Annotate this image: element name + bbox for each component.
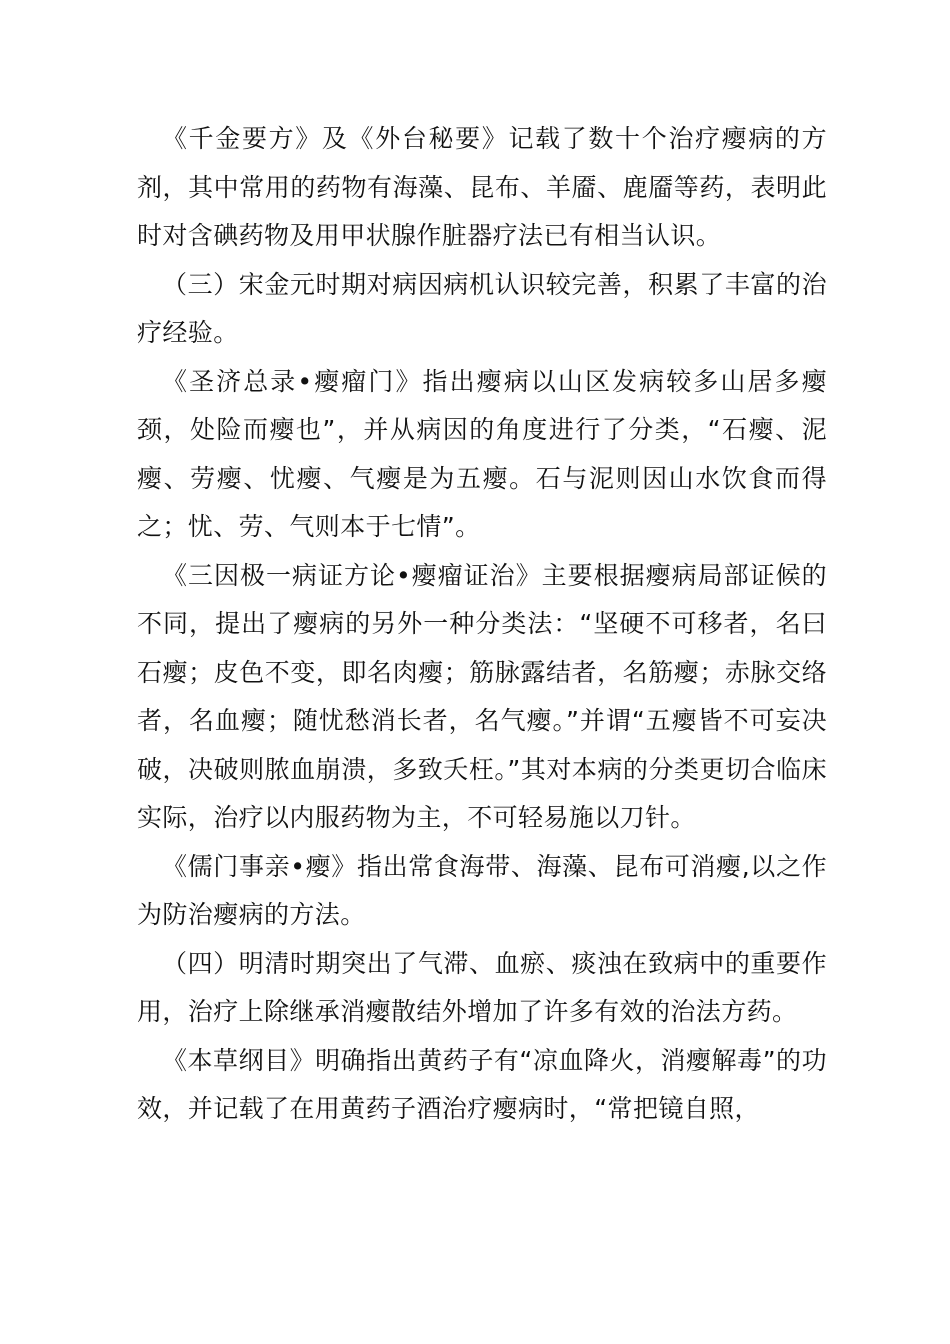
paragraph-sanyin-jiyi: 《三因极一病证方论•瘿瘤证治》主要根据瘿病局部证候的不同，提出了瘿病的另外一种分类法：“坚硬不可移者，名曰石瘿；皮色不变，即名肉瘿；筋脉露结者，名筋瘿；赤脉交络者，名血瘿；随忧愁消长者，名气瘿。”并谓“五瘿皆不可妄决破，决破则脓血崩溃，多致夭枉。”其对本病的分类更切合临床实际，治疗以内服药物为主，不可轻易施以刀针。: [137, 560, 827, 832]
paragraph-rumen-shiqin: 《儒门事亲•瘿》指出常食海带、海藻、昆布可消瘿,以之作为防治瘿病的方法。: [137, 851, 827, 929]
paragraph-shengji-zonglu: 《圣济总录•瘿瘤门》指出瘿病以山区发病较多山居多瘿颈，处险而瘿也”，并从病因的角度进行了分类，“石瘿、泥瘿、劳瘿、忧瘿、气瘿是为五瘿。石与泥则因山水饮食而得之；忧、劳、气则本于七情”。: [137, 366, 827, 541]
paragraph-qianjin: 《千金要方》及《外台秘要》记载了数十个治疗瘿病的方剂，其中常用的药物有海藻、昆布、羊靥、鹿靥等药，表明此时对含碘药物及用甲状腺作脏器疗法已有相当认识。: [137, 124, 827, 250]
paragraph-bencao-gangmu: 《本草纲目》明确指出黄药子有“凉血降火，消瘿解毒”的功效，并记载了在用黄药子酒治疗瘿病时，“常把镜自照，: [137, 1045, 827, 1123]
paragraph-song-jin-yuan-heading: （三）宋金元时期对病因病机认识较完善，积累了丰富的治疗经验。: [137, 269, 827, 347]
paragraph-ming-qing-heading: （四）明清时期突出了气滞、血瘀、痰浊在致病中的重要作用，治疗上除继承消瘿散结外增加了许多有效的治法方药。: [137, 948, 827, 1026]
body-text: [137, 115, 827, 1134]
